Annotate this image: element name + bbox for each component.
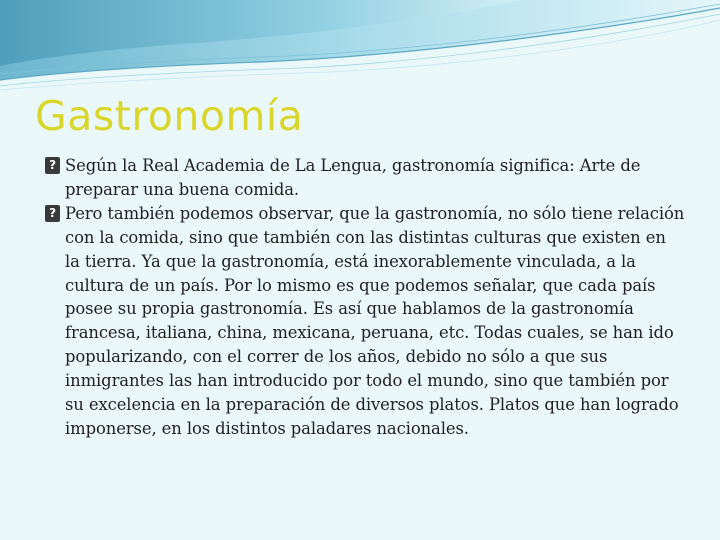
- bullet-marker-icon: ?: [45, 205, 60, 222]
- bullet-text: Según la Real Academia de La Lengua, gastronomía significa: Arte de preparar una buena comida.: [65, 156, 641, 199]
- bullet-list: [45, 154, 685, 441]
- bullet-text: Pero también podemos observar, que la gastronomía, no sólo tiene relación con la comida, sino que también con las distintas culturas que existen en la tierra. Ya que la gastronomía, está inexorablemente vinculada, a la cultura de un país. Por lo mismo es que podemos señalar, que cada país posee su propia gastronomía. Es así que hablamos de la gastronomía francesa, italiana, china, mexicana, peruana, etc. Todas cuales, se han ido popularizando, con el correr de los años, debido no sólo a que sus inmigrantes las han introducido por todo el mundo, sino que también por su excelencia en la preparación de diversos platos. Platos que han logrado imponerse, en los distintos paladares nacionales.: [65, 203, 685, 438]
- bullet-marker-icon: ?: [45, 157, 60, 174]
- slide-title: Gastronomía: [35, 92, 304, 140]
- header-wave-decoration: [0, 0, 720, 90]
- bullet-item-culture: [45, 202, 685, 441]
- bullet-item-definition: [45, 154, 685, 202]
